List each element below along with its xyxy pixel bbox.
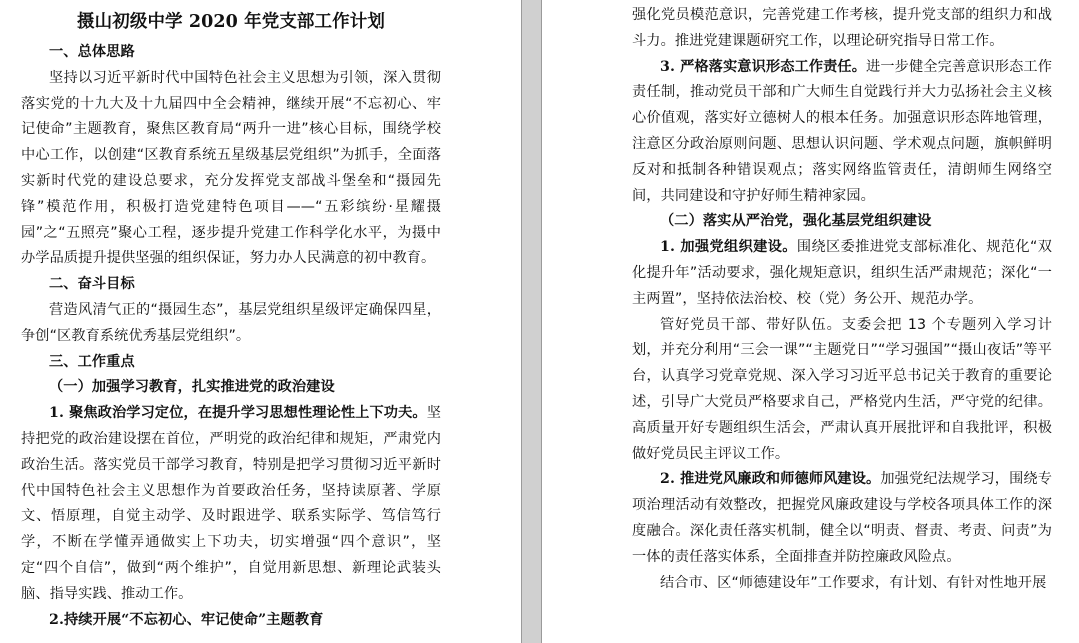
paragraph-ethics: 结合市、区“师德建设年”工作要求，有计划、有针对性地开展 xyxy=(660,574,1047,591)
document-page-left xyxy=(0,0,521,643)
page-edge-left xyxy=(521,0,522,643)
item-3-lead: 3. 严格落实意识形态工作责任。 xyxy=(660,58,867,75)
paragraph-org-building xyxy=(632,235,1052,312)
document-page-right xyxy=(542,0,1079,643)
item-2-heading: 2.持续开展“不忘初心、牢记使命”主题教育 xyxy=(49,611,324,628)
integrity-lead: 2. 推进党风廉政和师德师风建设。 xyxy=(660,471,881,488)
page-gap xyxy=(522,0,541,643)
integrity-text: 加强党纪法规学习，围绕专项治理活动有效整改，把握党风廉政建设与学校各项具体工作的深度融合。深化责任落实机制，健全以“明责、督责、考责、问责”为一体的责任落实体系，全面排查并防控廉政风险点。 xyxy=(632,471,1053,565)
paragraph-item-3 xyxy=(632,55,1052,210)
item-1-lead: 1. 聚焦政治学习定位，在提升学习思想性理论性上下功夫。 xyxy=(49,405,427,422)
org-building-text: 围绕区委推进党支部标准化、规范化“双化提升年”活动要求，强化规矩意识，组织生活严肃规范；深化“一主两置”，坚持依法治校、校（党）务公开、规范办学。 xyxy=(632,239,1053,307)
paragraph-item-1 xyxy=(21,401,441,607)
paragraph-continued: 强化党员模范意识，完善党建工作考核，提升党支部的组织力和战斗力。推进党建课题研究工作，以理论研究指导日常工作。 xyxy=(632,7,1052,49)
document-title: 摄山初级中学 2020 年党支部工作计划 xyxy=(77,12,385,32)
section-heading-goals: 二、奋斗目标 xyxy=(49,276,135,293)
item-1-text: 坚持把党的政治建设摆在首位，严明党的政治纪律和规矩，严肃党内政治生活。落实党员干部学习教育，特别是把学习贯彻习近平新时代中国特色社会主义思想作为首要政治任务，坚持读原著、学原文、悟原理，自觉主动学、及时跟进学、联系实际学、笃信笃行学，不断在学懂弄通做实上下功夫，切实增强“四个意识”，坚定“四个自信”，做到“两个维护”，自觉用新思想、新理论武装头脑、指导实践、推动工作。 xyxy=(21,405,441,602)
subsection-heading-party: （二）落实从严治党，强化基层党组织建设 xyxy=(660,213,932,230)
subsection-heading-study: （一）加强学习教育，扎实推进党的政治建设 xyxy=(49,379,335,396)
section-heading-focus: 三、工作重点 xyxy=(49,353,135,370)
paragraph-integrity xyxy=(632,467,1052,570)
paragraph-overall: 坚持以习近平新时代中国特色社会主义思想为引领，深入贯彻落实党的十九大及十九届四中全会精神，继续开展“不忘初心、牢记使命”主题教育，聚焦区教育局“两升一进”核心目标，围绕学校中心工作，以创建“区教育系统五星级基层党组织”为抓手，全面落实新时代党的建设总要求，充分发挥党支部战斗堡垒和“摄园先锋”模范作用，积极打造党建特色项目——“五彩缤纷·星耀摄园”之“五照亮”聚心工程，逐步提升党建工作科学化水平，为摄中办学品质提升提供坚强的组织保证，努力办人民满意的初中教育。 xyxy=(21,69,441,267)
paragraph-cadre: 管好党员干部、带好队伍。支委会把 13 个专题列入学习计划，并充分利用“三会一课”“主题党日”“学习强国”“摄山夜话”等平台，认真学习党章党规、深入学习习近平总书记关于教育的重要论述，引导广大党员严格要求自己，严格党内生活，严守党的纪律。高质量开好专题组织生活会，严肃认真开展批评和自我批评，积极做好党员民主评议工作。 xyxy=(632,316,1052,462)
page-right-text xyxy=(632,3,1052,596)
page-left-text xyxy=(21,7,441,633)
paragraph-goals: 营造风清气正的“摄园生态”，基层党组织星级评定确保四星，争创“区教育系统优秀基层党组织”。 xyxy=(21,301,441,344)
section-heading-overall: 一、总体思路 xyxy=(49,44,135,60)
item-3-text: 进一步健全完善意识形态工作责任制，推动党员干部和广大师生自觉践行并大力弘扬社会主义核心价值观，落实好立德树人的根本任务。加强意识形态阵地管理，注意区分政治原则问题、思想认识问题、学术观点问题，旗帜鲜明反对和抵制各种错误观点；落实网络监管责任，清朗师生网络空间，共同建设和守护好师生精神家园。 xyxy=(632,58,1052,204)
org-building-lead: 1. 加强党组织建设。 xyxy=(660,239,797,256)
